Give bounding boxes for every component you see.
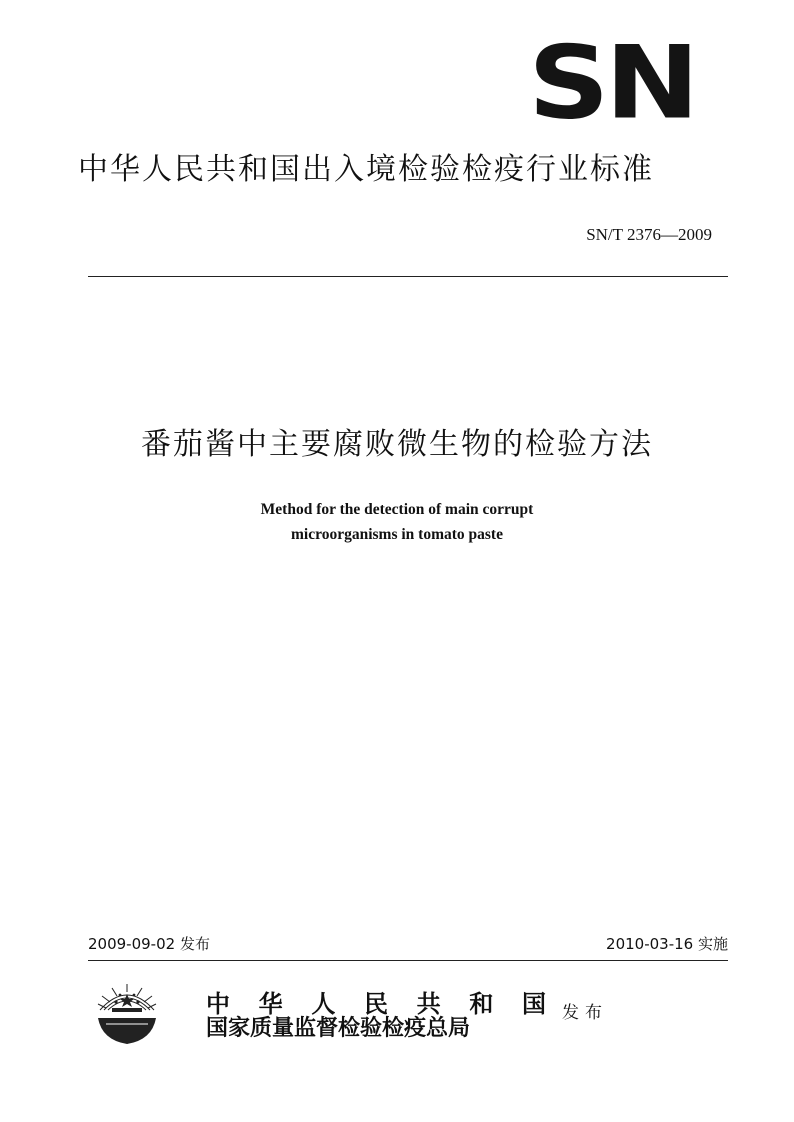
issue-date: 2009-09-02 发布 (88, 935, 210, 953)
implementation-date: 2010-03-16 实施 (606, 935, 728, 953)
bottom-divider (88, 960, 728, 961)
document-title-english-line1: Method for the detection of main corrupt (260, 501, 534, 518)
document-title-chinese: 番茄酱中主要腐败微生物的检验方法 (141, 427, 653, 462)
sn-logo: SN (528, 24, 695, 142)
standard-organization: 中华人民共和国出入境检验检疫行业标准 (78, 152, 654, 187)
standard-number: SN/T 2376—2009 (586, 225, 712, 244)
document-title-english-line2: microorganisms in tomato paste (291, 526, 503, 543)
publisher-name-line1: 中华人民共和国 (206, 989, 546, 1018)
top-divider (88, 276, 728, 277)
publish-label: 发布 (562, 1003, 608, 1023)
national-emblem-icon (92, 980, 162, 1046)
publisher-name-line2: 国家质量监督检验检疫总局 (206, 1015, 471, 1041)
